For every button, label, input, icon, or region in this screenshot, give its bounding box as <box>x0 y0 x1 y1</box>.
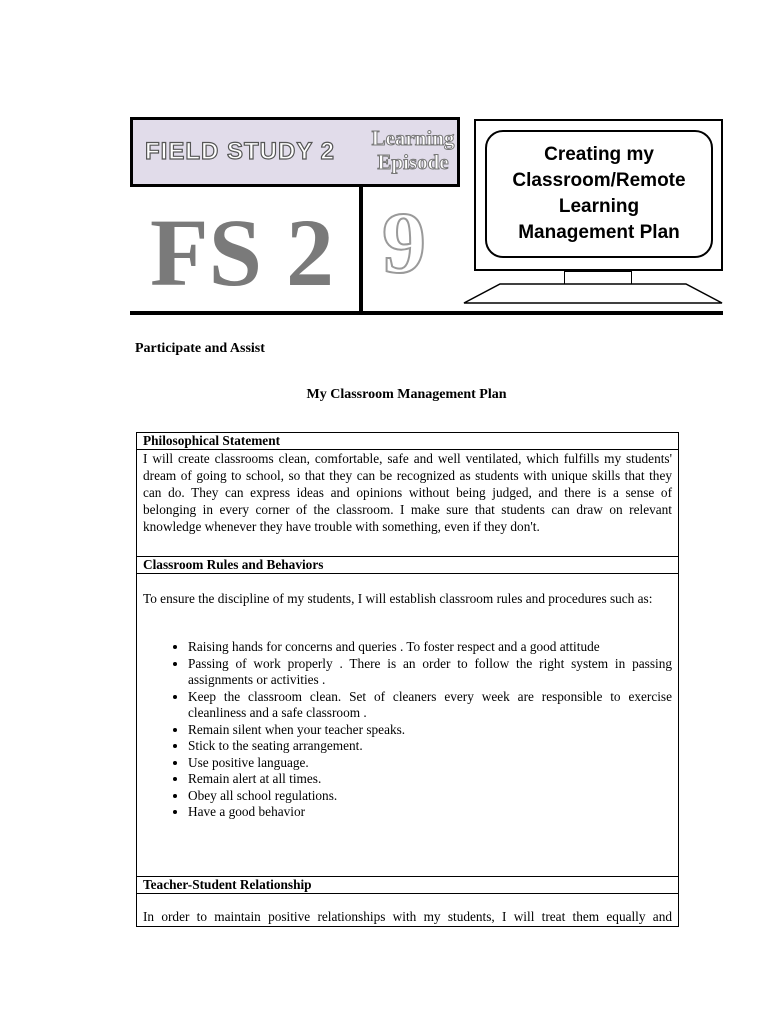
list-item: • Remain alert at all times. <box>188 771 672 788</box>
section-title: Participate and Assist <box>135 341 265 356</box>
fs-logo-text: FS 2 <box>150 199 335 306</box>
learning-word: Learning <box>371 126 455 150</box>
episode-number: 9 <box>382 195 426 292</box>
management-plan-table <box>136 432 679 927</box>
list-item: • Obey all school regulations. <box>188 788 672 805</box>
field-study-banner <box>130 117 460 187</box>
header-divider-vertical <box>359 187 363 312</box>
table-row <box>137 877 679 894</box>
table-row <box>137 574 679 877</box>
header-divider-horizontal <box>130 311 723 315</box>
relationship-text: In order to maintain positive relationships with my students, I will treat them equally and <box>143 909 672 924</box>
table-row <box>137 894 679 927</box>
table-row <box>137 557 679 574</box>
list-item: • Have a good behavior <box>188 804 672 821</box>
table-row <box>137 433 679 450</box>
relationship-heading: Teacher-Student Relationship <box>137 877 679 894</box>
rules-heading: Classroom Rules and Behaviors <box>137 557 679 574</box>
monitor-title: Creating my Classroom/Remote Learning Management Plan <box>512 144 686 243</box>
document-title: My Classroom Management Plan <box>306 387 507 402</box>
monitor-base-icon <box>460 283 728 305</box>
monitor-screen <box>485 130 713 258</box>
list-item: • Keep the classroom clean. Set of cleaners every week are responsible to exercise cleanliness and a safe classroom . <box>188 689 672 722</box>
list-item: • Stick to the seating arrangement. <box>188 738 672 755</box>
learning-episode-label <box>365 126 461 174</box>
philosophical-text: I will create classrooms clean, comfortable, safe and well ventilated, which fulfills my students' dream of going to school, so that they can be recognized as students with unique skills that they can do. They can express ideas and opinions without being judged, and there is a sense of belonging in every corner of the classroom. I make sure that students can draw on relevant knowledge whenever they have trouble with something, even if they don't. <box>143 451 672 534</box>
philosophical-heading: Philosophical Statement <box>137 433 679 450</box>
rules-intro: To ensure the discipline of my students, I will establish classroom rules and procedures such as: <box>143 591 653 606</box>
list-item: • Raising hands for concerns and queries . To foster respect and a good attitude <box>188 639 672 656</box>
rules-list <box>143 639 672 821</box>
list-item: • Use positive language. <box>188 755 672 772</box>
banner-title: FIELD STUDY 2 <box>145 138 335 165</box>
list-item: • Remain silent when your teacher speaks. <box>188 722 672 739</box>
list-item: • Passing of work properly . There is an order to follow the right system in passing assignments or activities . <box>188 656 672 689</box>
table-row <box>137 450 679 557</box>
episode-word: Episode <box>377 150 449 174</box>
